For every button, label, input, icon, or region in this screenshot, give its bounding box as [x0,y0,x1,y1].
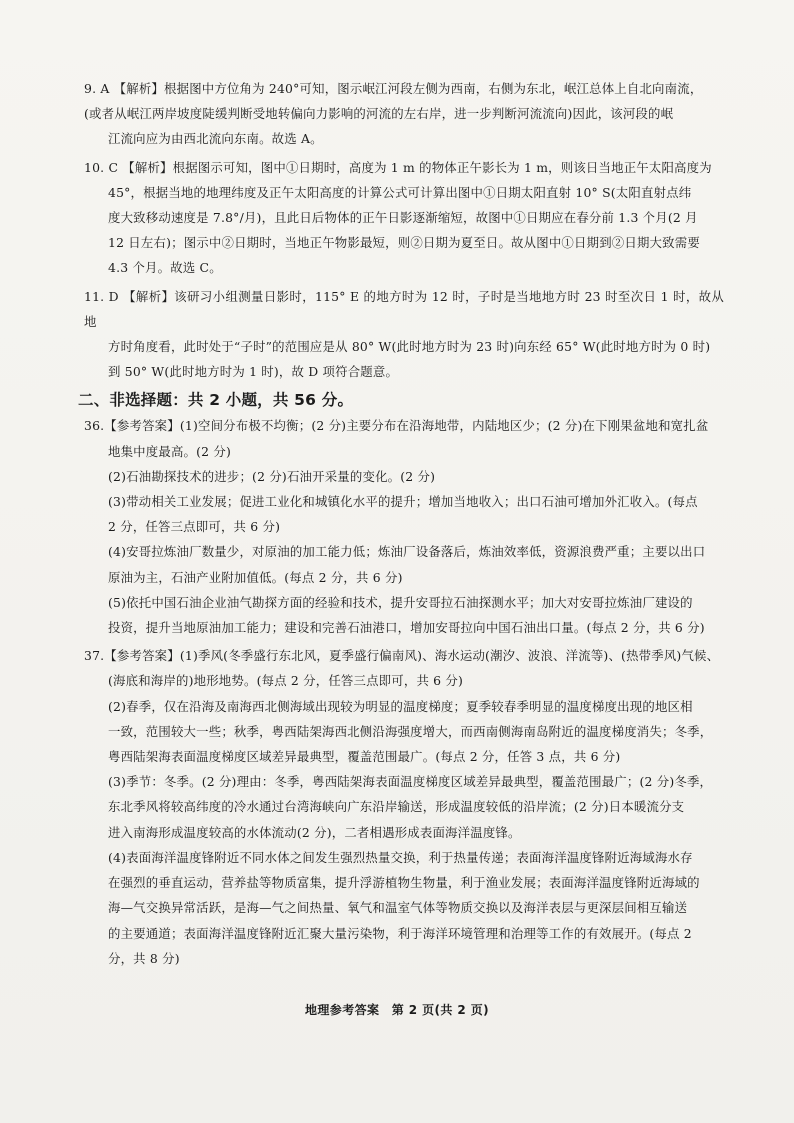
q11-line-3: 到 50° W(此时地方时为 1 时)，故 D 项符合题意。 [108,364,399,380]
q37-3-line-1: (3)季节：冬季。(2 分)理由：冬季，粤西陆架海表面温度梯度区域差异最典型，覆盖范围最广；(2 分)冬季， [108,774,713,790]
q37-4-line-5: 分，共 8 分) [108,950,180,966]
q36-3-line-2: 2 分，任答三点即可，共 6 分) [108,519,281,535]
q37-2-line-1: (2)春季，仅在沿海及南海西北侧海域出现较为明显的温度梯度；夏季较春季明显的温度梯度出现的地区相 [108,698,693,714]
q10-line-2: 45°，根据当地的地理纬度及正午太阳高度的计算公式可计算出图中①日期太阳直射 10° S(太阳直射点纬 [108,184,692,200]
q36-1-line-2: 地集中度最高。(2 分) [108,443,232,459]
q36-3-line-1: (3)带动相关工业发展；促进工业化和城镇化水平的提升；增加当地收入；出口石油可增加外汇收入。(每点 [108,494,698,510]
page-footer: 地理参考答案 第 2 页(共 2 页) [305,1003,489,1017]
q36-5-line-1: (5)依托中国石油企业油气勘探方面的经验和技术，提升安哥拉石油探测水平；加大对安哥拉炼油厂建设的 [108,594,693,610]
section-2-title: 二、非选择题：共 2 小题，共 56 分。 [78,391,354,410]
q37-2-line-2: 一致，范围较大一些；秋季，粤西陆架海西北侧沿海强度增大，而西南侧海南岛附近的温度梯度消失；冬季， [108,723,713,739]
q36-4-line-1: (4)安哥拉炼油厂数量少，对原油的加工能力低；炼油厂设备落后，炼油效率低，资源浪费严重；主要以出口 [108,544,706,560]
q10-line-1: 10. C 【解析】根据图示可知，图中①日期时，高度为 1 m 的物体正午影长为 1 m，则该日当地正午太阳高度为 [84,159,712,175]
q37-4-line-2: 在强烈的垂直运动，营养盐等物质富集，提升浮游植物生物量，利于渔业发展；表面海洋温度锋附近海域的 [108,875,700,891]
q37-4-line-4: 的主要通道；表面海洋温度锋附近汇聚大量污染物，利于海洋环境管理和治理等工作的有效展开。(每点 2 [108,925,692,941]
q9-line-1: 9. A 【解析】根据图中方位角为 240°可知，图示岷江河段左侧为西南，右侧为东北，岷江总体上自北向南流， [84,81,703,96]
q36-4-line-2: 原油为主，石油产业附加值低。(每点 2 分，共 6 分) [108,569,403,585]
q37-4-line-3: 海—气交换异常活跃，是海—气之间热量、氧气和温室气体等物质交换以及海洋表层与更深层间相互输送 [108,900,688,916]
q10-line-4: 12 日左右)；图示中②日期时，当地正午物影最短，则②日期为夏至日。故从图中①日期到②日期大致需要 [108,235,700,251]
answer-q10 [84,155,724,281]
q9-line-2: (或者从岷江两岸坡度陡缓判断受地转偏向力影响的河流的左右岸，进一步判断河流流向)因此，该河段的岷 [84,106,674,122]
answer-q9 [84,76,724,152]
answer-q11 [84,284,724,385]
q37-3-line-2: 东北季风将较高纬度的冷水通过台湾海峡向广东沿岸输送，形成温度较低的沿岸流；(2 分)日本暖流分支 [108,799,685,815]
answer-content [78,76,724,974]
q37-1-line-1: 37.【参考答案】(1)季风(冬季盛行东北风，夏季盛行偏南风)、海水运动(潮汐、波浪、洋流等)、(热带季风)气候、 [84,648,720,664]
answer-q37 [84,643,724,971]
q37-1-line-2: (海底和海岸的)地形地势。(每点 2 分，任答三点即可，共 6 分) [108,673,464,689]
q36-1-line-1: 36.【参考答案】(1)空间分布极不均衡；(2 分)主要分布在沿海地带，内陆地区少；(2 分)在下刚果盆地和宽扎盆 [84,418,709,434]
q11-line-1: 11. D 【解析】该研习小组测量日影时，115° E 的地方时为 12 时，子时是当地地方时 23 时至次日 1 时，故从地 [84,288,724,329]
q36-2-line-1: (2)石油勘探技术的进步；(2 分)石油开采量的变化。(2 分) [108,468,436,484]
q10-line-5: 4.3 个月。故选 C。 [108,260,222,276]
q37-2-line-3: 粤西陆架海表面温度梯度区域差异最典型，覆盖范围最广。(每点 2 分，任答 3 点，共 6 分) [108,749,621,765]
q9-line-3: 江流向应为由西北流向东南。故选 A。 [108,131,323,147]
answer-q36 [84,413,724,640]
q37-4-line-1: (4)表面海洋温度锋附近不同水体之间发生强烈热量交换，利于热量传递；表面海洋温度锋附近海域海水存 [108,849,693,865]
q37-3-line-3: 进入南海形成温度较高的水体流动(2 分)，二者相遇形成表面海洋温度锋。 [108,824,521,840]
q11-line-2: 方时角度看，此时处于“子时”的范围应是从 80° W(此时地方时为 23 时)向东经 65° W(此时地方时为 0 时) [108,339,711,355]
q10-line-3: 度大致移动速度是 7.8°/月)，且此日后物体的正午日影逐渐缩短，故图中①日期应在春分前 1.3 个月(2 月 [108,210,698,226]
q36-5-line-2: 投资，提升当地原油加工能力；建设和完善石油港口，增加安哥拉向中国石油出口量。(每点 2 分，共 6 分) [108,620,705,636]
